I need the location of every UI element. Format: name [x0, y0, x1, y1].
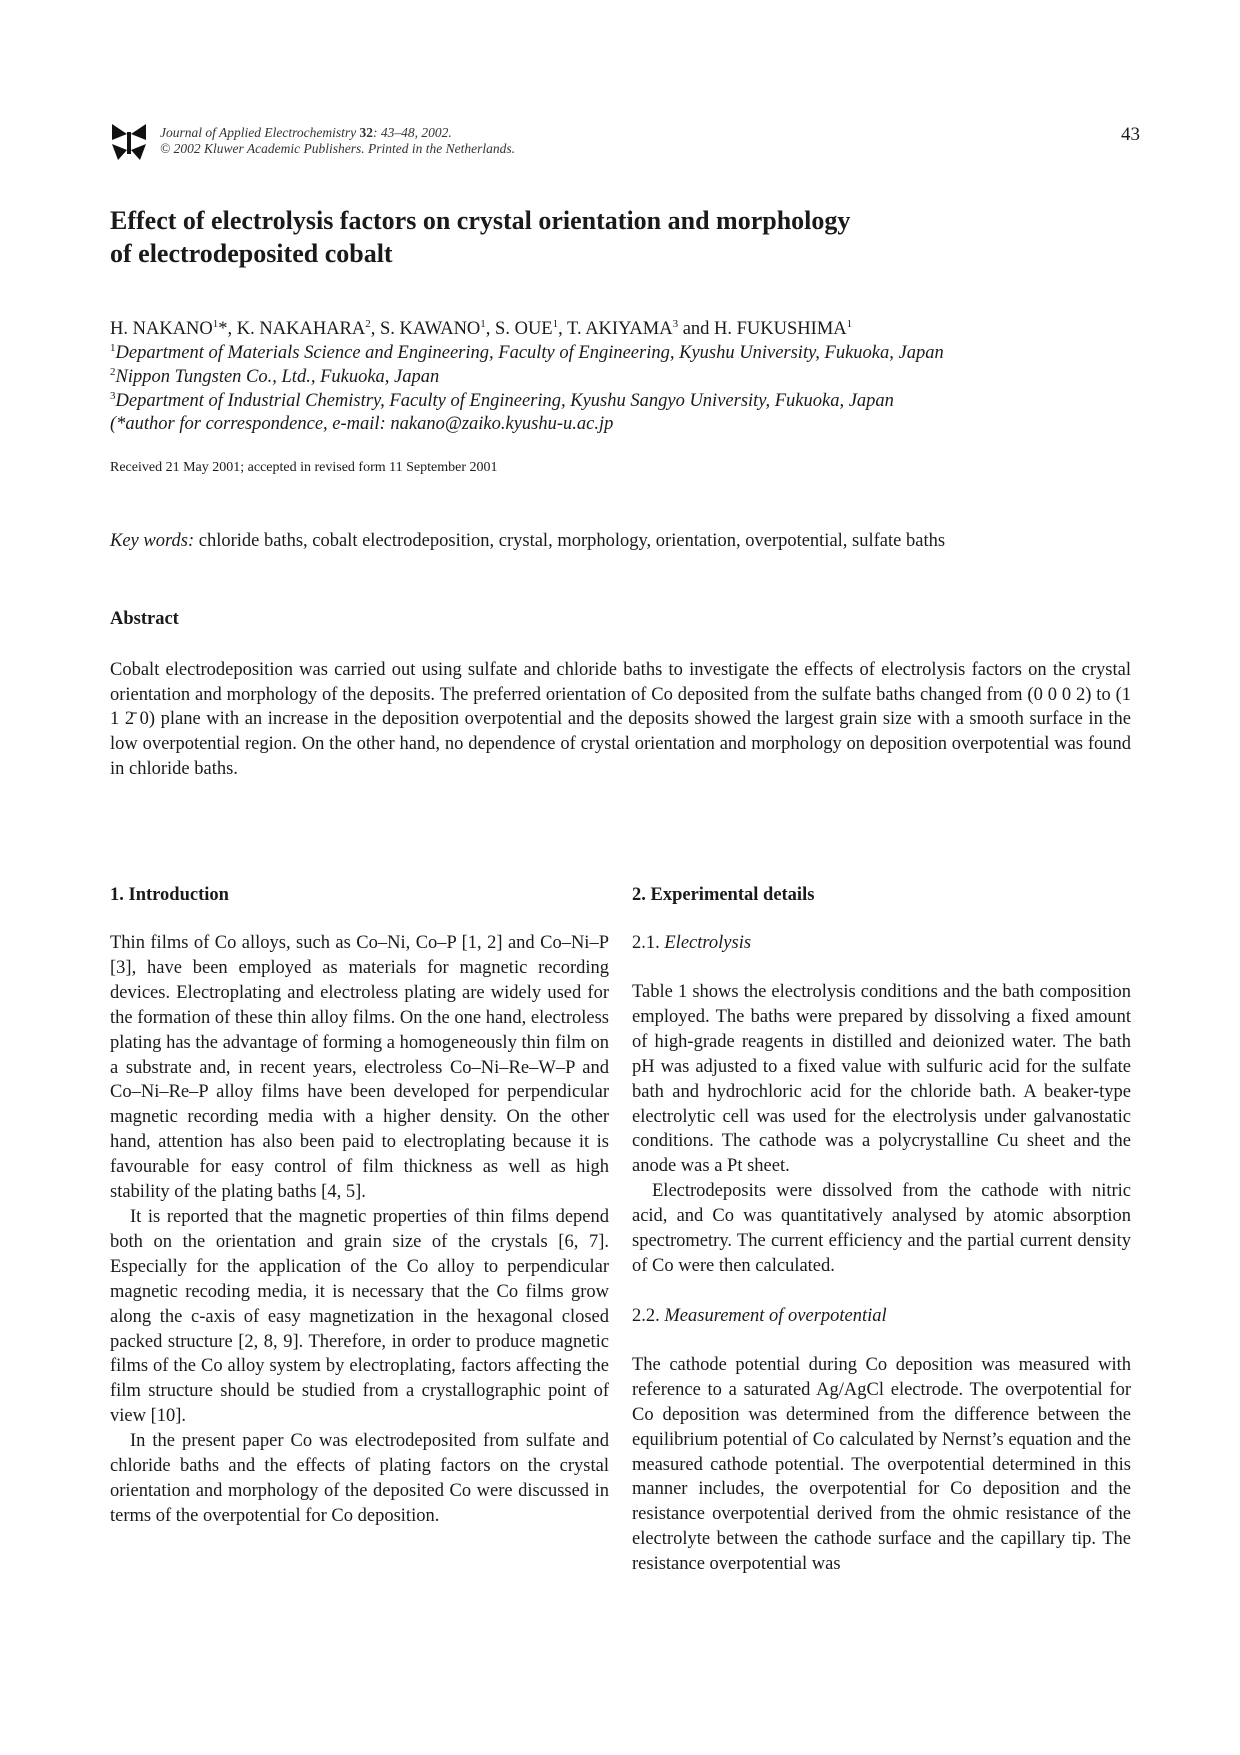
corresponding-mark: *, — [218, 319, 237, 340]
journal-pages-year: : 43–48, 2002. — [372, 125, 452, 140]
right-column — [632, 883, 1131, 1577]
author-list — [110, 318, 852, 340]
title-line-2: of electrodeposited cobalt — [110, 239, 393, 268]
author-6-affil: 1 — [846, 318, 853, 330]
subsection-number: 2.2. — [632, 1305, 665, 1326]
author-separator: , — [485, 319, 496, 340]
keywords-label: Key words: — [110, 531, 195, 551]
affiliation-3 — [110, 390, 894, 412]
page-number: 43 — [1121, 124, 1140, 145]
affiliation-2-text: Nippon Tungsten Co., Ltd., Fukuoka, Japan — [115, 367, 440, 388]
electrolysis-paragraph-1: Table 1 shows the electrolysis conditions and the bath composition employed. The baths were prepared by dissolving a fixed amount of high-grade reagents in distilled and deionized water. The bath pH was adjusted to a fixed value with sulfuric acid for the sulfate bath and hydrochloric acid for the chloride bath. A beaker-type electrolytic cell was used for the electrolysis under galvanostatic conditions. The cathode was a polycrystalline Cu sheet and the anode was a Pt sheet. — [632, 982, 1131, 1177]
introduction-paragraph-1: Thin films of Co alloys, such as Co–Ni, Co–P [1, 2] and Co–Ni–P [3], have been employed as materials for magnetic recording devices. Electroplating and electroless plating are widely used for the formation of these thin alloy films. On the one hand, electroless plating has the advantage of forming a homogeneously thin film on a substrate and, in recent years, electroless Co–Ni–Re–W–P and Co–Ni–Re–P alloy films have been developed for perpendicular magnetic recording media with a higher density. On the other hand, attention has also been paid to electroplating because it is favourable for easy control of film thickness as well as high stability of the plating baths [4, 5]. — [110, 933, 609, 1203]
author-1: H. NAKANO — [110, 319, 213, 340]
abstract-heading: Abstract — [110, 609, 179, 629]
introduction-paragraph-3: In the present paper Co was electrodeposited from sulfate and chloride baths and the effects of plating factors on the crystal orientation and morphology of the deposited Co were discussed in terms of the overpotential for Co deposition. — [110, 1431, 609, 1526]
journal-volume: 32 — [359, 125, 373, 140]
copyright-line: © 2002 Kluwer Academic Publishers. Printed in the Netherlands. — [160, 141, 515, 156]
overpotential-paragraph-1: The cathode potential during Co deposition was measured with reference to a saturated Ag/AgCl electrode. The overpotential for Co deposition was determined from the difference between the equilibrium potential of Co calculated by Nernst’s equation and the measured cathode potential. The overpotential determined in this manner includes, the overpotential for Co deposition and the resistance overpotential derived from the ohmic resistance of the electrolyte between the cathode surface and the capillary tip. The resistance overpotential was — [632, 1354, 1131, 1575]
received-dates: Received 21 May 2001; accepted in revised form 11 September 2001 — [110, 460, 498, 475]
author-2: K. NAKAHARA — [236, 319, 366, 340]
subsection-title: Measurement of overpotential — [664, 1305, 887, 1326]
author-2-affil: 2 — [365, 318, 371, 330]
affiliation-3-text: Department of Industrial Chemistry, Faculty of Engineering, Kyushu Sangyo University, Fukuoka, Japan — [115, 391, 894, 412]
subsection-number: 2.1. — [632, 933, 665, 953]
subsection-electrolysis-heading — [632, 931, 1131, 955]
author-3-affil: 1 — [480, 318, 486, 330]
affiliation-3-sup: 3 — [110, 390, 116, 402]
correspondence-line: (*author for correspondence, e-mail: nakano@zaiko.kyushu-u.ac.jp — [110, 414, 614, 434]
affiliation-1-sup: 1 — [110, 342, 116, 354]
author-separator: , — [558, 319, 568, 340]
subsection-title: Electrolysis — [664, 933, 752, 953]
electrolysis-paragraph-2: Electrodeposits were dissolved from the cathode with nitric acid, and Co was quantitatively analysed by atomic absorption spectrometry. The current efficiency and the partial current density of Co were then calculated. — [632, 1181, 1131, 1276]
publisher-logo-icon — [110, 122, 148, 162]
section-spacer — [632, 1279, 1131, 1304]
journal-name: Journal of Applied Electrochemistry — [160, 125, 357, 140]
author-5: T. AKIYAMA — [567, 319, 673, 340]
introduction-paragraph-2: It is reported that the magnetic properties of thin films depend both on the orientation and grain size of the crystals [6, 7]. Especially for the application of the Co alloy to perpendicular magnetic recoding media, it is necessary that the Co films grow along the c-axis of easy magnetization in the hexagonal closed packed structure [2, 8, 9]. Therefore, in order to produce magnetic films of the Co alloy system by electroplating, factors affecting the film structure should be studied from a crystallographic point of view [10]. — [110, 1206, 609, 1427]
author-5-affil: 3 — [672, 318, 679, 330]
page-header — [110, 120, 1140, 168]
introduction-heading: 1. Introduction — [110, 885, 229, 905]
abstract-text: Cobalt electrodeposition was carried out using sulfate and chloride baths to investigate the effects of electrolysis factors on the crystal orientation and morphology of the deposits. The preferred orientation of Co deposited from the sulfate baths changed from (0 0 0 2) to (1 1 2̄ 0) plane with an increase in the deposition overpotential and the deposits showed the largest grain size with a smooth surface in the low overpotential region. On the other hand, no dependence of crystal orientation and morphology on deposition overpotential was found in chloride baths. — [110, 660, 1131, 779]
affiliation-1-text: Department of Materials Science and Engineering, Faculty of Engineering, Kyushu University, Fukuoka, Japan — [115, 343, 944, 364]
author-6: H. FUKUSHIMA — [714, 319, 847, 340]
author-4: S. OUE — [495, 319, 553, 340]
author-separator: , — [370, 319, 381, 340]
affiliation-1 — [110, 342, 944, 364]
experimental-heading: 2. Experimental details — [632, 885, 815, 905]
journal-citation — [160, 125, 452, 141]
affiliation-2 — [110, 366, 439, 388]
keywords — [110, 531, 945, 552]
author-3: S. KAWANO — [380, 319, 481, 340]
title-line-1: Effect of electrolysis factors on crystal orientation and morphology — [110, 206, 851, 235]
affiliation-2-sup: 2 — [110, 366, 116, 378]
article-title — [110, 204, 1010, 270]
author-1-affil: 1 — [212, 318, 219, 330]
left-column — [110, 883, 609, 1529]
author-separator: and — [678, 319, 715, 340]
keywords-text: chloride baths, cobalt electrodeposition, crystal, morphology, orientation, overpotential, sulfate baths — [194, 531, 946, 551]
author-4-affil: 1 — [552, 318, 559, 330]
subsection-overpotential-heading — [632, 1304, 1131, 1328]
